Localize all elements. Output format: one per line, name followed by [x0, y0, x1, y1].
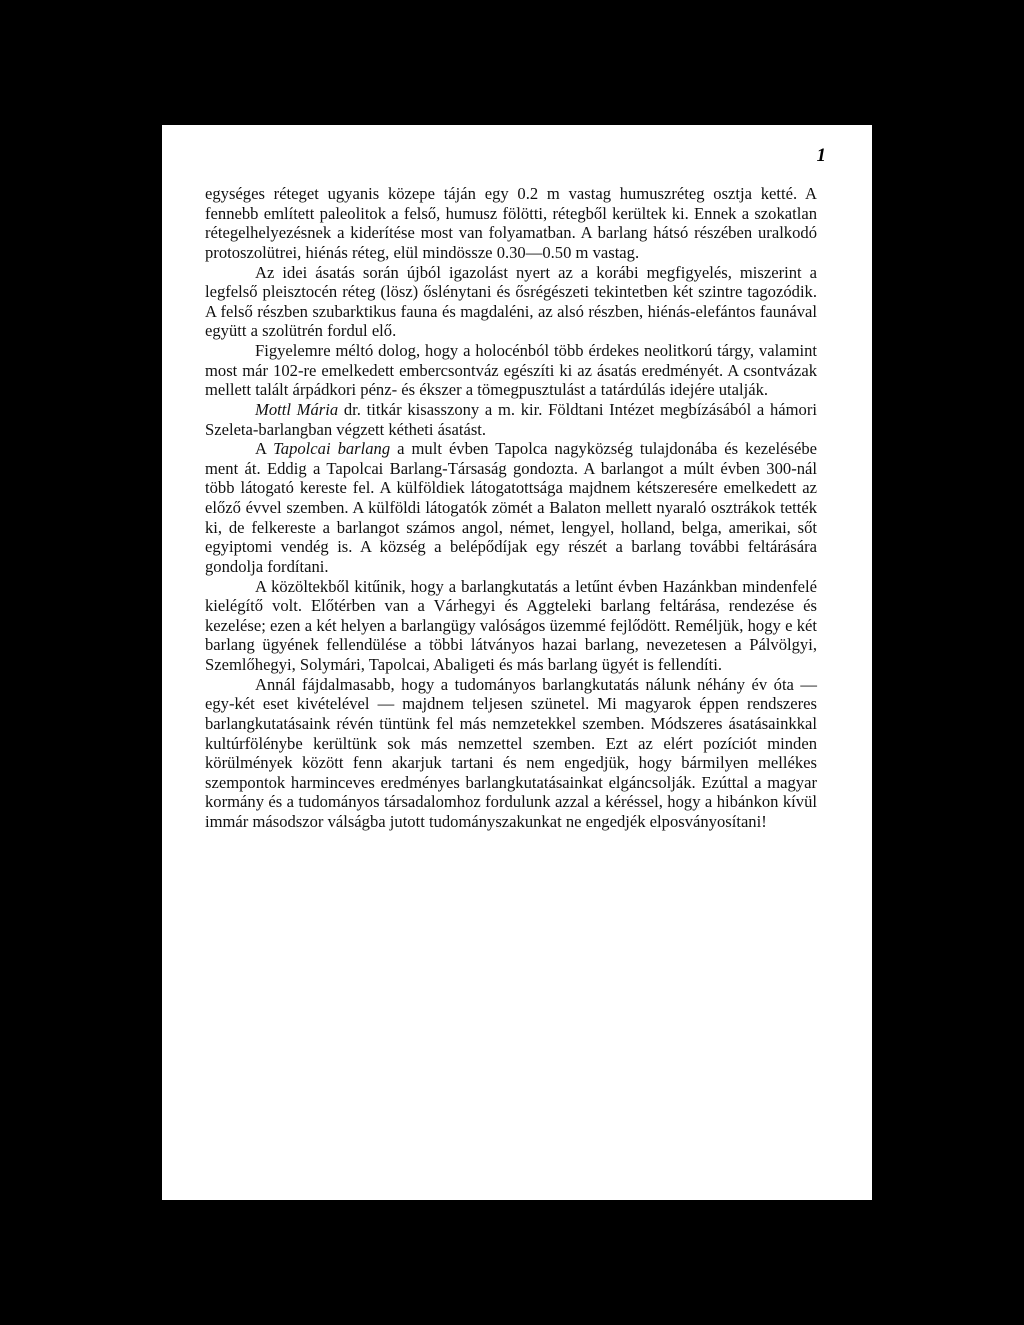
paragraph-1: egységes réteget ugyanis közepe táján egy 0.2 m vastag humuszréteg osztja ketté. A fennebb említett paleolitok a felső, humusz fölötti, rétegből kerültek ki. Ennek a szokatlan rétegelhelyezésnek a kiderítése most van folyamatban. A barlang hátsó részében uralkodó protoszolütrei, hiénás réteg, elül mindössze 0.30—0.50 m vastag. [205, 184, 817, 262]
paragraph-3: Figyelemre méltó dolog, hogy a holocénból több érdekes neolitkorú tárgy, valamint most már 102-re emelkedett embercsontváz egészíti ki az ásatás eredményét. A csontvázak mellett talált árpádkori pénz- és ékszer a tömegpusztulást a tatárdúlás idejére utalják. [205, 341, 817, 400]
paragraph-2: Az idei ásatás során újból igazolást nyert az a korábi megfigyelés, miszerint a legfelső pleisztocén réteg (lösz) őslénytani és ősrégészeti tekintetben két szintre tagozódik. A felső részben szubarktikus fauna és magdaléni, az alsó részben, hiénás-elefántos faunával együtt a szolütrén fordul elő. [205, 262, 817, 341]
paragraph-5 [205, 439, 817, 576]
paragraph-5-lead: A [255, 439, 274, 459]
paragraph-4-text: dr. titkár kisasszony a m. kir. Földtani Intézet megbízásából a hámori Szeleta-barlangban végzett kétheti ásatást. [205, 399, 817, 439]
person-name: Mottl Mária [255, 399, 339, 419]
paragraph-6: A közöltekből kitűnik, hogy a barlangkutatás a letűnt évben Hazánkban mindenfelé kielégítő volt. Előtérben van a Várhegyi és Aggteleki barlang feltárása, rendezése és kezelése; ezen a két helyen a barlangügy valóságos üzemmé fejlődött. Reméljük, hogy e két barlang ügyének fellendülése a többi látványos hazai barlang, nevezetesen a Pálvölgyi, Szemlőhegyi, Solymári, Tapolcai, Abaligeti és más barlang ügyét is fellendíti. [205, 576, 817, 674]
body-text [205, 184, 817, 832]
paragraph-7: Annál fájdalmasabb, hogy a tudományos barlangkutatás nálunk néhány év óta — egy-két eset kivételével — majdnem teljesen szünetel. Mi magyarok éppen rendszeres barlangkutatásaink révén tüntünk fel más nemzetekkel szemben. Módszeres ásatásainkkal kultúrfölénybe kerültünk sok más nemzettel szemben. Ezt az elért pozíciót minden körülmények között fenn akarjuk tartani és nem engedjük, hogy bármilyen mellékes szempontok harminceves eredményes barlangkutatásainkat elgáncsolják. Ezúttal a magyar kormány és a tudományos társadalomhoz fordulunk azzal a kéréssel, hogy a hibánkon kívül immár másodszor válságba jutott tudományszakunkat ne engedjék elposványosítani! [205, 674, 817, 831]
cave-name: Tapolcai barlang [273, 439, 391, 459]
paragraph-4 [205, 400, 817, 439]
page-number: 1 [816, 145, 826, 166]
document-page [162, 125, 872, 1200]
paragraph-5-text: a mult évben Tapolca nagyközség tulajdonába és kezelésébe ment át. Eddig a Tapolcai Barlang-Társaság gondozta. A barlangot a múlt évben 300-nál több látogató kereste fel. A külföldiek látogatottsága majdnem kétszeresére emelkedett az előző évvel szemben. A külföldi látogatók zömét a Balaton mellett nyaraló osztrákok tették ki, de felkereste a barlangot számos angol, német, lengyel, holland, belga, amerikai, sőt egyiptomi vendég is. A község a belépődíjak egy részét a barlang további feltárására gondolja fordítani. [205, 439, 817, 576]
